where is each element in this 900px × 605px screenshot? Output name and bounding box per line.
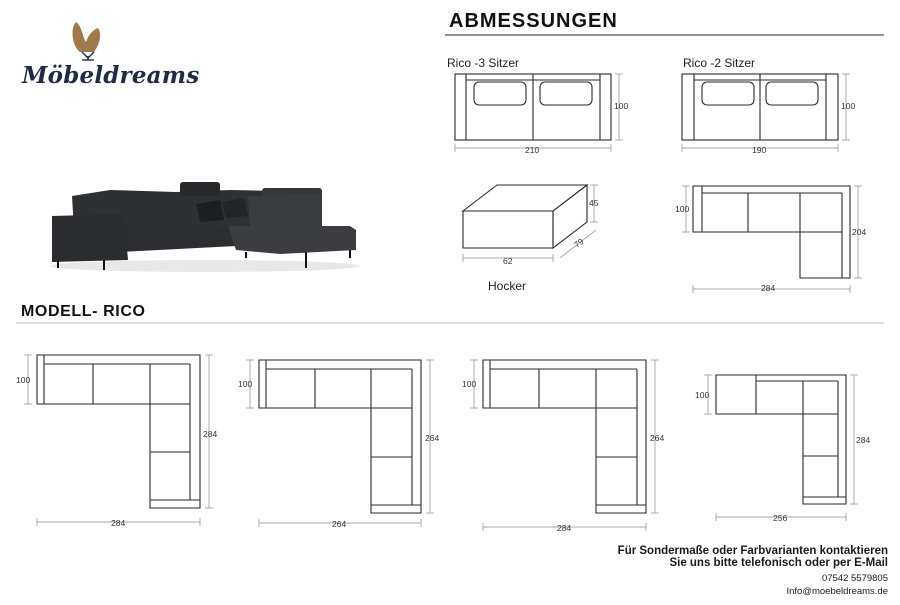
hocker-depth: 79 bbox=[571, 236, 586, 250]
three-seater-width: 210 bbox=[525, 145, 540, 155]
variant-3-length: 264 bbox=[650, 433, 665, 443]
variant-1-width: 284 bbox=[111, 518, 126, 528]
corner-top-depth: 100 bbox=[675, 204, 690, 214]
corner-top-drawing bbox=[682, 186, 862, 293]
variant-3-depth: 100 bbox=[462, 379, 477, 389]
brand-name: Möbeldreams bbox=[22, 62, 200, 89]
variant-1-depth: 100 bbox=[16, 375, 31, 385]
variant-2-width: 264 bbox=[332, 519, 347, 529]
hocker-drawing bbox=[463, 185, 598, 262]
variant-3-drawing bbox=[470, 360, 659, 531]
variant-4-length: 284 bbox=[856, 435, 871, 445]
egg-chair-icon bbox=[73, 22, 101, 60]
three-seater-drawing bbox=[455, 74, 623, 152]
dimensions-heading: ABMESSUNGEN bbox=[449, 10, 618, 32]
variant-1-drawing bbox=[24, 355, 213, 526]
hocker-label: Hocker bbox=[488, 279, 527, 293]
variant-4-depth: 100 bbox=[695, 390, 710, 400]
two-seater-drawing bbox=[682, 74, 850, 152]
hocker-height: 45 bbox=[589, 198, 599, 208]
variant-4-drawing bbox=[704, 375, 858, 521]
three-seater-label: Rico -3 Sitzer bbox=[447, 56, 520, 70]
three-seater-depth: 100 bbox=[614, 101, 629, 111]
variant-1-length: 284 bbox=[203, 429, 218, 439]
contact-line-2: Sie uns bitte telefonisch oder per E-Mail bbox=[669, 557, 888, 569]
variant-3-width: 284 bbox=[557, 523, 572, 533]
model-heading: MODELL- RICO bbox=[21, 303, 146, 320]
corner-top-length: 204 bbox=[852, 227, 867, 237]
two-seater-width: 190 bbox=[752, 145, 767, 155]
sofa-photo bbox=[50, 182, 360, 272]
variant-2-drawing bbox=[246, 360, 434, 527]
variant-2-depth: 100 bbox=[238, 379, 253, 389]
contact-phone: 07542 5579805 bbox=[821, 573, 888, 584]
contact-line-1: Für Sondermaße oder Farbvarianten kontaktieren bbox=[617, 545, 888, 557]
variant-4-width: 256 bbox=[773, 513, 788, 523]
two-seater-label: Rico -2 Sitzer bbox=[683, 56, 756, 70]
hocker-width: 62 bbox=[503, 256, 513, 266]
variant-2-length: 264 bbox=[425, 433, 440, 443]
corner-top-width: 284 bbox=[761, 283, 776, 293]
two-seater-depth: 100 bbox=[841, 101, 856, 111]
contact-email[interactable]: Info@moebeldreams.de bbox=[786, 586, 888, 597]
